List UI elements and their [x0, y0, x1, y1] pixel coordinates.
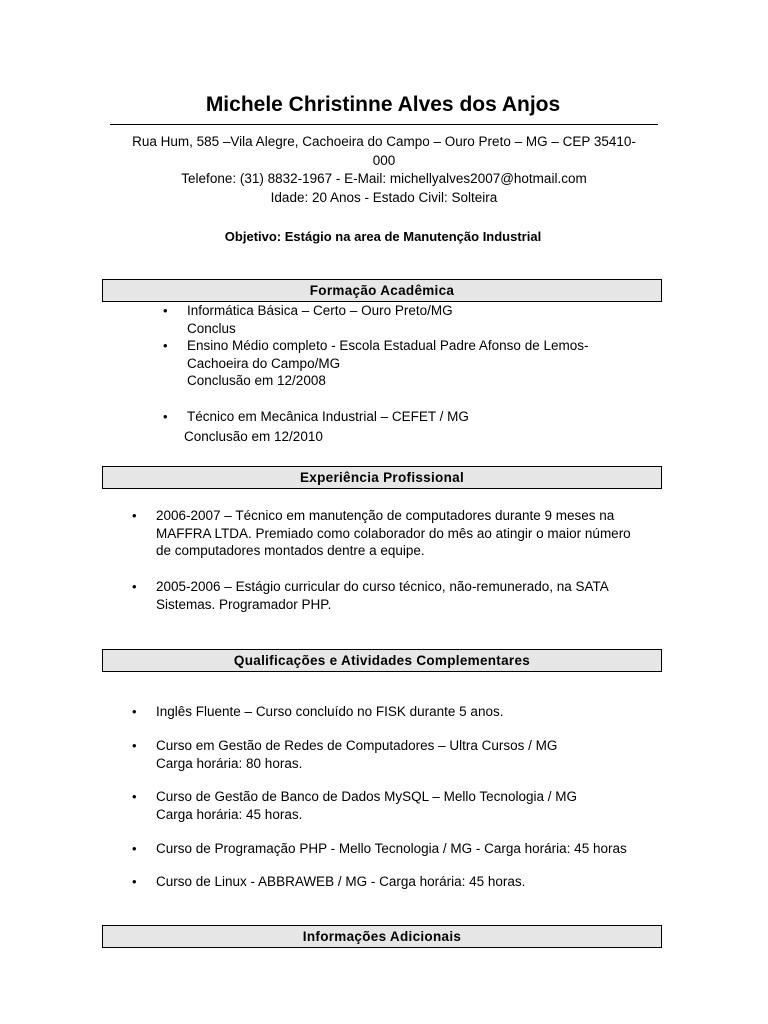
- list-item: [156, 507, 631, 560]
- bullet-icon: •: [132, 789, 137, 804]
- list-item: [156, 578, 609, 613]
- list-item: [156, 737, 557, 772]
- item-line: Cachoeira do Campo/MG: [187, 355, 341, 371]
- section-header-formacao: Formação Acadêmica: [102, 279, 662, 302]
- objective: Objetivo: Estágio na area de Manutenção Industrial: [224, 229, 542, 244]
- item-line: Conclusão em 12/2008: [187, 373, 326, 388]
- contact-block: [108, 133, 660, 207]
- list-item: [156, 840, 627, 858]
- bullet-icon: •: [132, 704, 137, 719]
- item-line: Carga horária: 45 horas.: [156, 806, 303, 822]
- list-item: [187, 337, 588, 390]
- address-line-cont: 000: [372, 152, 396, 168]
- item-line: Informática Básica – Certo – Ouro Preto/MG: [187, 303, 453, 318]
- list-item-continuation: [184, 428, 323, 446]
- phone-email-line: Telefone: (31) 8832-1967 - E-Mail: michellyalves2007@hotmail.com: [181, 171, 587, 186]
- list-item: [156, 703, 503, 721]
- item-line: Inglês Fluente – Curso concluído no FISK durante 5 anos.: [156, 704, 504, 719]
- item-line: Conclus: [187, 320, 236, 336]
- bullet-icon: •: [132, 579, 137, 594]
- bullet-icon: •: [132, 508, 137, 523]
- address-line: Rua Hum, 585 –Vila Alegre, Cachoeira do Campo – Ouro Preto – MG – CEP 35410-: [132, 134, 636, 149]
- item-line: Curso de Gestão de Banco de Dados MySQL – Mello Tecnologia / MG: [156, 789, 577, 804]
- item-line: 2005-2006 – Estágio curricular do curso técnico, não-remunerado, na SATA: [156, 579, 609, 594]
- bullet-icon: •: [132, 841, 137, 856]
- bullet-icon: •: [132, 874, 137, 889]
- bullet-icon: •: [132, 738, 137, 753]
- list-item: [187, 408, 469, 426]
- list-item: [156, 788, 577, 823]
- item-line: 2006-2007 – Técnico em manutenção de computadores durante 9 meses na: [156, 508, 615, 523]
- section-header-informacoes: Informações Adicionais: [102, 925, 662, 948]
- item-line: Curso de Linux - ABBRAWEB / MG - Carga horária: 45 horas.: [156, 874, 526, 889]
- item-line: Ensino Médio completo - Escola Estadual Padre Afonso de Lemos-: [187, 338, 589, 353]
- item-line: Curso de Programação PHP - Mello Tecnologia / MG - Carga horária: 45 horas: [156, 841, 627, 856]
- list-item: [156, 873, 525, 891]
- section-header-qualificacoes: Qualificações e Atividades Complementares: [102, 649, 662, 672]
- candidate-name: Michele Christinne Alves dos Anjos: [205, 93, 561, 116]
- list-item: [187, 302, 453, 337]
- bullet-icon: •: [163, 338, 168, 353]
- bullet-icon: •: [163, 409, 168, 424]
- item-line: MAFFRA LTDA. Premiado como colaborador do mês ao atingir o maior número: [156, 525, 631, 541]
- item-line: Sistemas. Programador PHP.: [156, 596, 332, 612]
- item-line: de computadores montados dentre a equipe.: [156, 543, 425, 558]
- item-line: Curso em Gestão de Redes de Computadores – Ultra Cursos / MG: [156, 738, 558, 753]
- section-header-experiencia: Experiência Profissional: [102, 466, 662, 489]
- name-underline: [110, 124, 658, 125]
- bullet-icon: •: [163, 303, 168, 318]
- item-line: Técnico em Mecânica Industrial – CEFET / MG: [187, 409, 469, 424]
- item-line: Carga horária: 80 horas.: [156, 755, 303, 771]
- item-line: Conclusão em 12/2010: [184, 429, 323, 444]
- age-marital-line: Idade: 20 Anos - Estado Civil: Solteira: [270, 189, 498, 205]
